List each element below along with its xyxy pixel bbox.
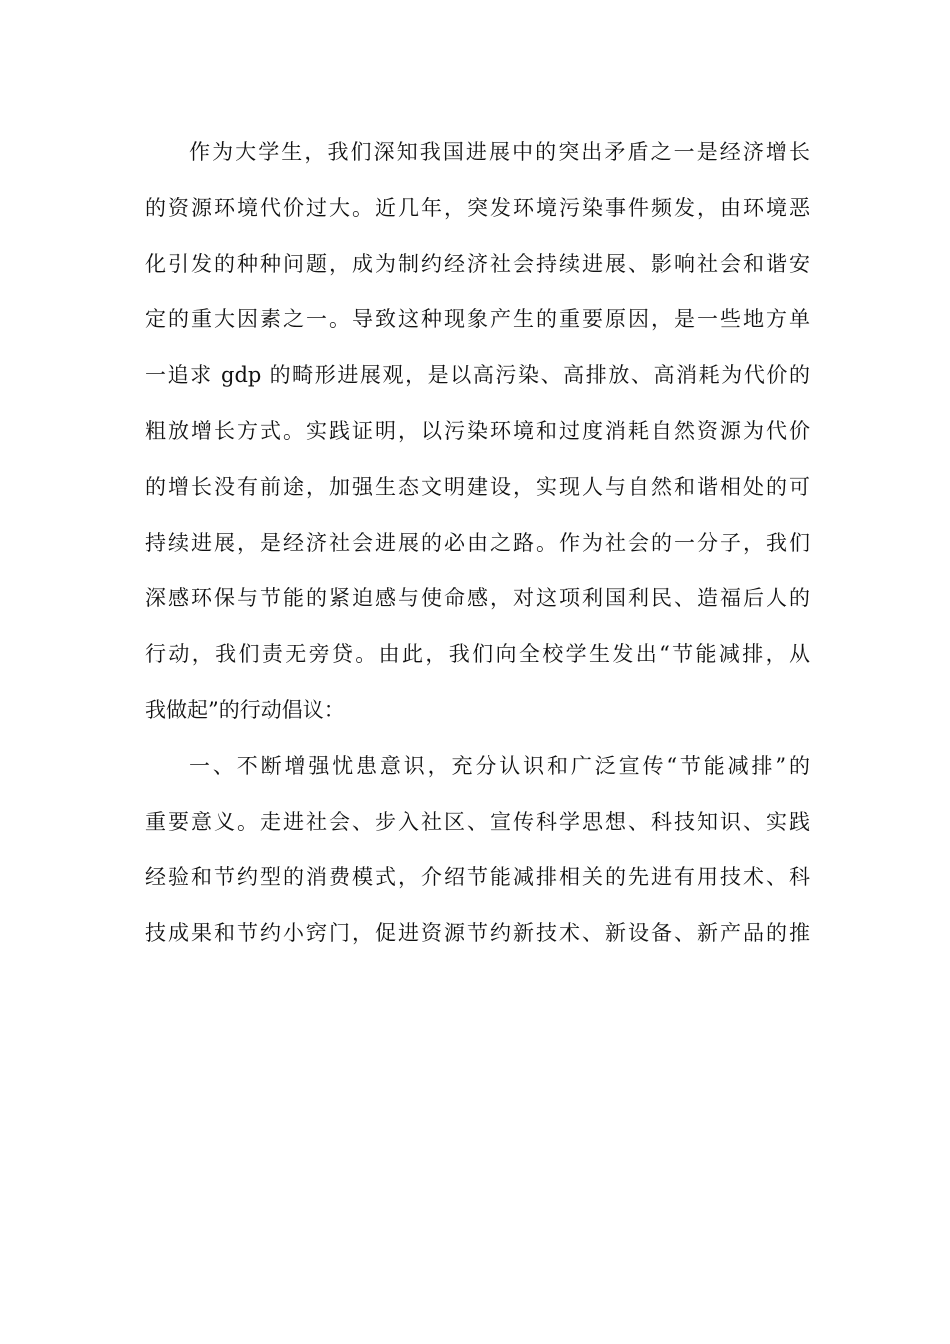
paragraph-2-line-1: 一、不断增强忧患意识，充分认识和广泛宣传“节能减排”的: [189, 753, 810, 778]
paragraph-1-line-3: 化引发的种种问题，成为制约经济社会持续进展、影响社会和谐安: [145, 251, 810, 276]
paragraph-1-line-7: 的增长没有前途，加强生态文明建设，实现人与自然和谐相处的可: [145, 474, 810, 499]
paragraph-2-line-2: 重要意义。走进社会、步入社区、宣传科学思想、科技知识、实践: [145, 809, 810, 834]
paragraph-1-line-9: 深感环保与节能的紧迫感与使命感，对这项利国利民、造福后人的: [145, 586, 810, 611]
paragraph-1-line-2: 的资源环境代价过大。近几年，突发环境污染事件频发，由环境恶: [145, 195, 810, 220]
paragraph-1-line-1: 作为大学生，我们深知我国进展中的突出矛盾之一是经济增长: [189, 140, 810, 164]
paragraph-2-line-3: 经验和节约型的消费模式，介绍节能减排相关的先进有用技术、科: [145, 865, 810, 890]
paragraph-1-line-4: 定的重大因素之一。导致这种现象产生的重要原因，是一些地方单: [145, 307, 810, 332]
paragraph-1-line-11: 我做起”的行动倡议：: [145, 697, 345, 722]
body-text: [145, 130, 810, 967]
paragraph-1-line-8: 持续进展，是经济社会进展的必由之路。作为社会的一分子，我们: [145, 530, 810, 555]
paragraph-1-line-6: 粗放增长方式。实践证明，以污染环境和过度消耗自然资源为代价: [145, 418, 810, 443]
paragraph-1-line-10: 行动，我们责无旁贷。由此，我们向全校学生发出“节能减排，从: [145, 642, 810, 667]
paragraph-1-line-5: 一追求 gdp 的畸形进展观，是以高污染、高排放、高消耗为代价的: [145, 363, 810, 388]
paragraph-2-line-4: 技成果和节约小窍门，促进资源节约新技术、新设备、新产品的推: [145, 921, 810, 946]
